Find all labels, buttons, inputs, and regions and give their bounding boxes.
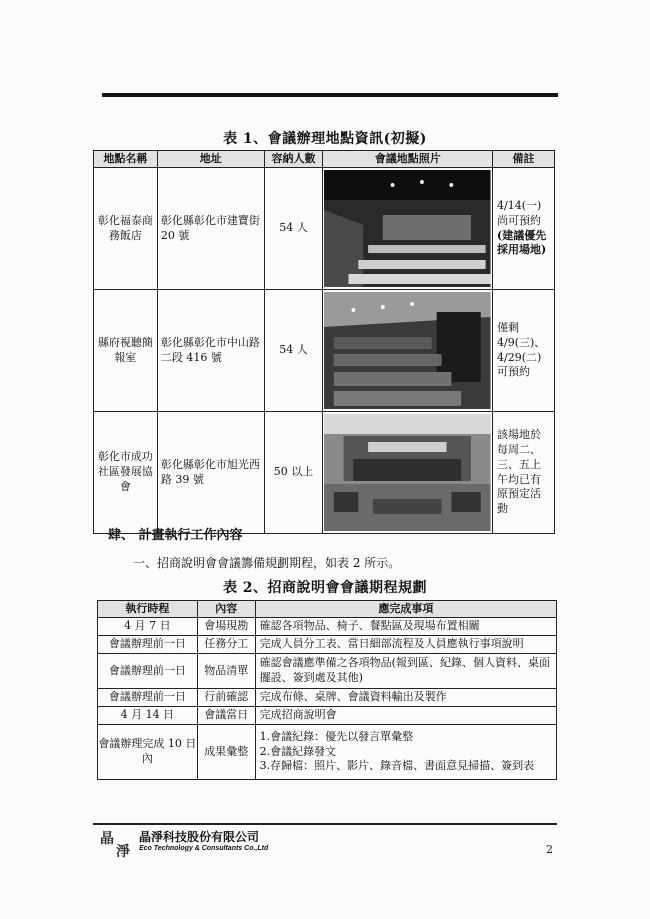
note-text: 4/14(一)尚可預約 (497, 198, 542, 227)
page-number: 2 (546, 843, 553, 856)
table-row (94, 290, 555, 412)
schedule-time: 4 月 14 日 (98, 707, 198, 725)
schedule-content: 會場現勘 (197, 618, 255, 636)
venue-address: 彰化縣彰化市旭光西路 39 號 (157, 412, 264, 534)
schedule-time: 4 月 7 日 (98, 618, 198, 636)
venue-capacity: 54 人 (264, 168, 323, 290)
schedule-items: 完成招商說明會 (255, 707, 556, 725)
venue-capacity: 54 人 (264, 290, 323, 412)
header-content: 內容 (197, 601, 255, 618)
schedule-items: 完成人員分工表、當日細部流程及人員應執行事項說明 (255, 636, 556, 654)
header-photo: 會議地點照片 (323, 151, 493, 168)
schedule-time: 會議辦理前一日 (98, 636, 198, 654)
table-row (94, 168, 555, 290)
table-row (98, 618, 557, 636)
schedule-content: 會議當日 (197, 707, 255, 725)
table-row (98, 636, 557, 654)
schedule-content: 物品清單 (197, 654, 255, 689)
schedule-items: 確認會議應準備之各項物品(報到區、紀錄、個人資料、桌面擺設、簽到處及其他) (255, 654, 556, 689)
table-row (98, 689, 557, 707)
schedule-time: 會議辦理完成 10 日內 (98, 725, 198, 780)
company-logo-icon (99, 828, 137, 858)
schedule-items (255, 725, 556, 780)
venue-address: 彰化縣彰化市中山路二段 416 號 (157, 290, 264, 412)
venue-table (93, 150, 555, 534)
schedule-content: 成果彙整 (197, 725, 255, 780)
venue-note: 該場地於每周二、三、五上午均已有原預定活動 (493, 412, 555, 534)
list-item: 3.存歸檔：照片、影片、錄音檔、書面意見掃描、簽到表 (259, 759, 535, 773)
header-capacity: 容納人數 (264, 151, 323, 168)
header-address: 地址 (157, 151, 264, 168)
table2-caption: 表 2、招商說明會會議期程規劃 (222, 580, 428, 596)
venue-note: 僅剩 4/9(三)、4/29(二)可預約 (493, 290, 555, 412)
schedule-content: 行前確認 (197, 689, 255, 707)
section-heading: 肆、 計畫執行工作內容 (108, 528, 243, 543)
company-name-en: Eco Technology & Consultants Co.,Ltd (139, 845, 269, 852)
header-items: 應完成事項 (255, 601, 556, 618)
venue-note (493, 168, 555, 290)
section-intro: 一、招商說明會會議籌備規劃期程，如表 2 所示。 (133, 556, 401, 570)
schedule-time: 會議辦理前一日 (98, 689, 198, 707)
hotel-meeting-room-photo (323, 168, 493, 290)
venue-name: 彰化市成功社區發展協會 (94, 412, 158, 534)
venue-address: 彰化縣彰化市建寶街 20 號 (157, 168, 264, 290)
table-header-row (94, 151, 555, 168)
venue-name: 縣府視聽簡報室 (94, 290, 158, 412)
svg-text:晶: 晶 (100, 831, 114, 847)
schedule-items: 確認各項物品、椅子、餐點區及現場布置相關 (255, 618, 556, 636)
list-item: 1.會議紀錄：優先以發言單彙整 (259, 729, 414, 743)
header-note: 備註 (493, 151, 555, 168)
table-row (98, 707, 557, 725)
header-venue: 地點名稱 (94, 151, 158, 168)
header-time: 執行時程 (98, 601, 198, 618)
schedule-content: 任務分工 (197, 636, 255, 654)
auditorium-photo (323, 290, 493, 412)
footer-rule (93, 823, 557, 825)
community-center-photo (323, 412, 493, 534)
venue-capacity: 50 以上 (264, 412, 323, 534)
schedule-time: 會議辦理前一日 (98, 654, 198, 689)
company-name: 晶淨科技股份有限公司 (139, 830, 260, 844)
table1-caption: 表 1、會議辦理地點資訊(初擬) (223, 131, 427, 147)
table-header-row (98, 601, 557, 618)
list-item: 2.會議紀錄發文 (259, 744, 337, 758)
svg-text:淨: 淨 (116, 844, 130, 858)
table-row (94, 412, 555, 534)
table-row (98, 725, 557, 780)
schedule-items: 完成布條、桌牌、會議資料輸出及製作 (255, 689, 556, 707)
note-recommendation: (建議優先採用場地) (497, 228, 547, 257)
schedule-table (97, 600, 557, 780)
header-rule (102, 93, 558, 97)
table-row (98, 654, 557, 689)
venue-name: 彰化福泰商務飯店 (94, 168, 158, 290)
